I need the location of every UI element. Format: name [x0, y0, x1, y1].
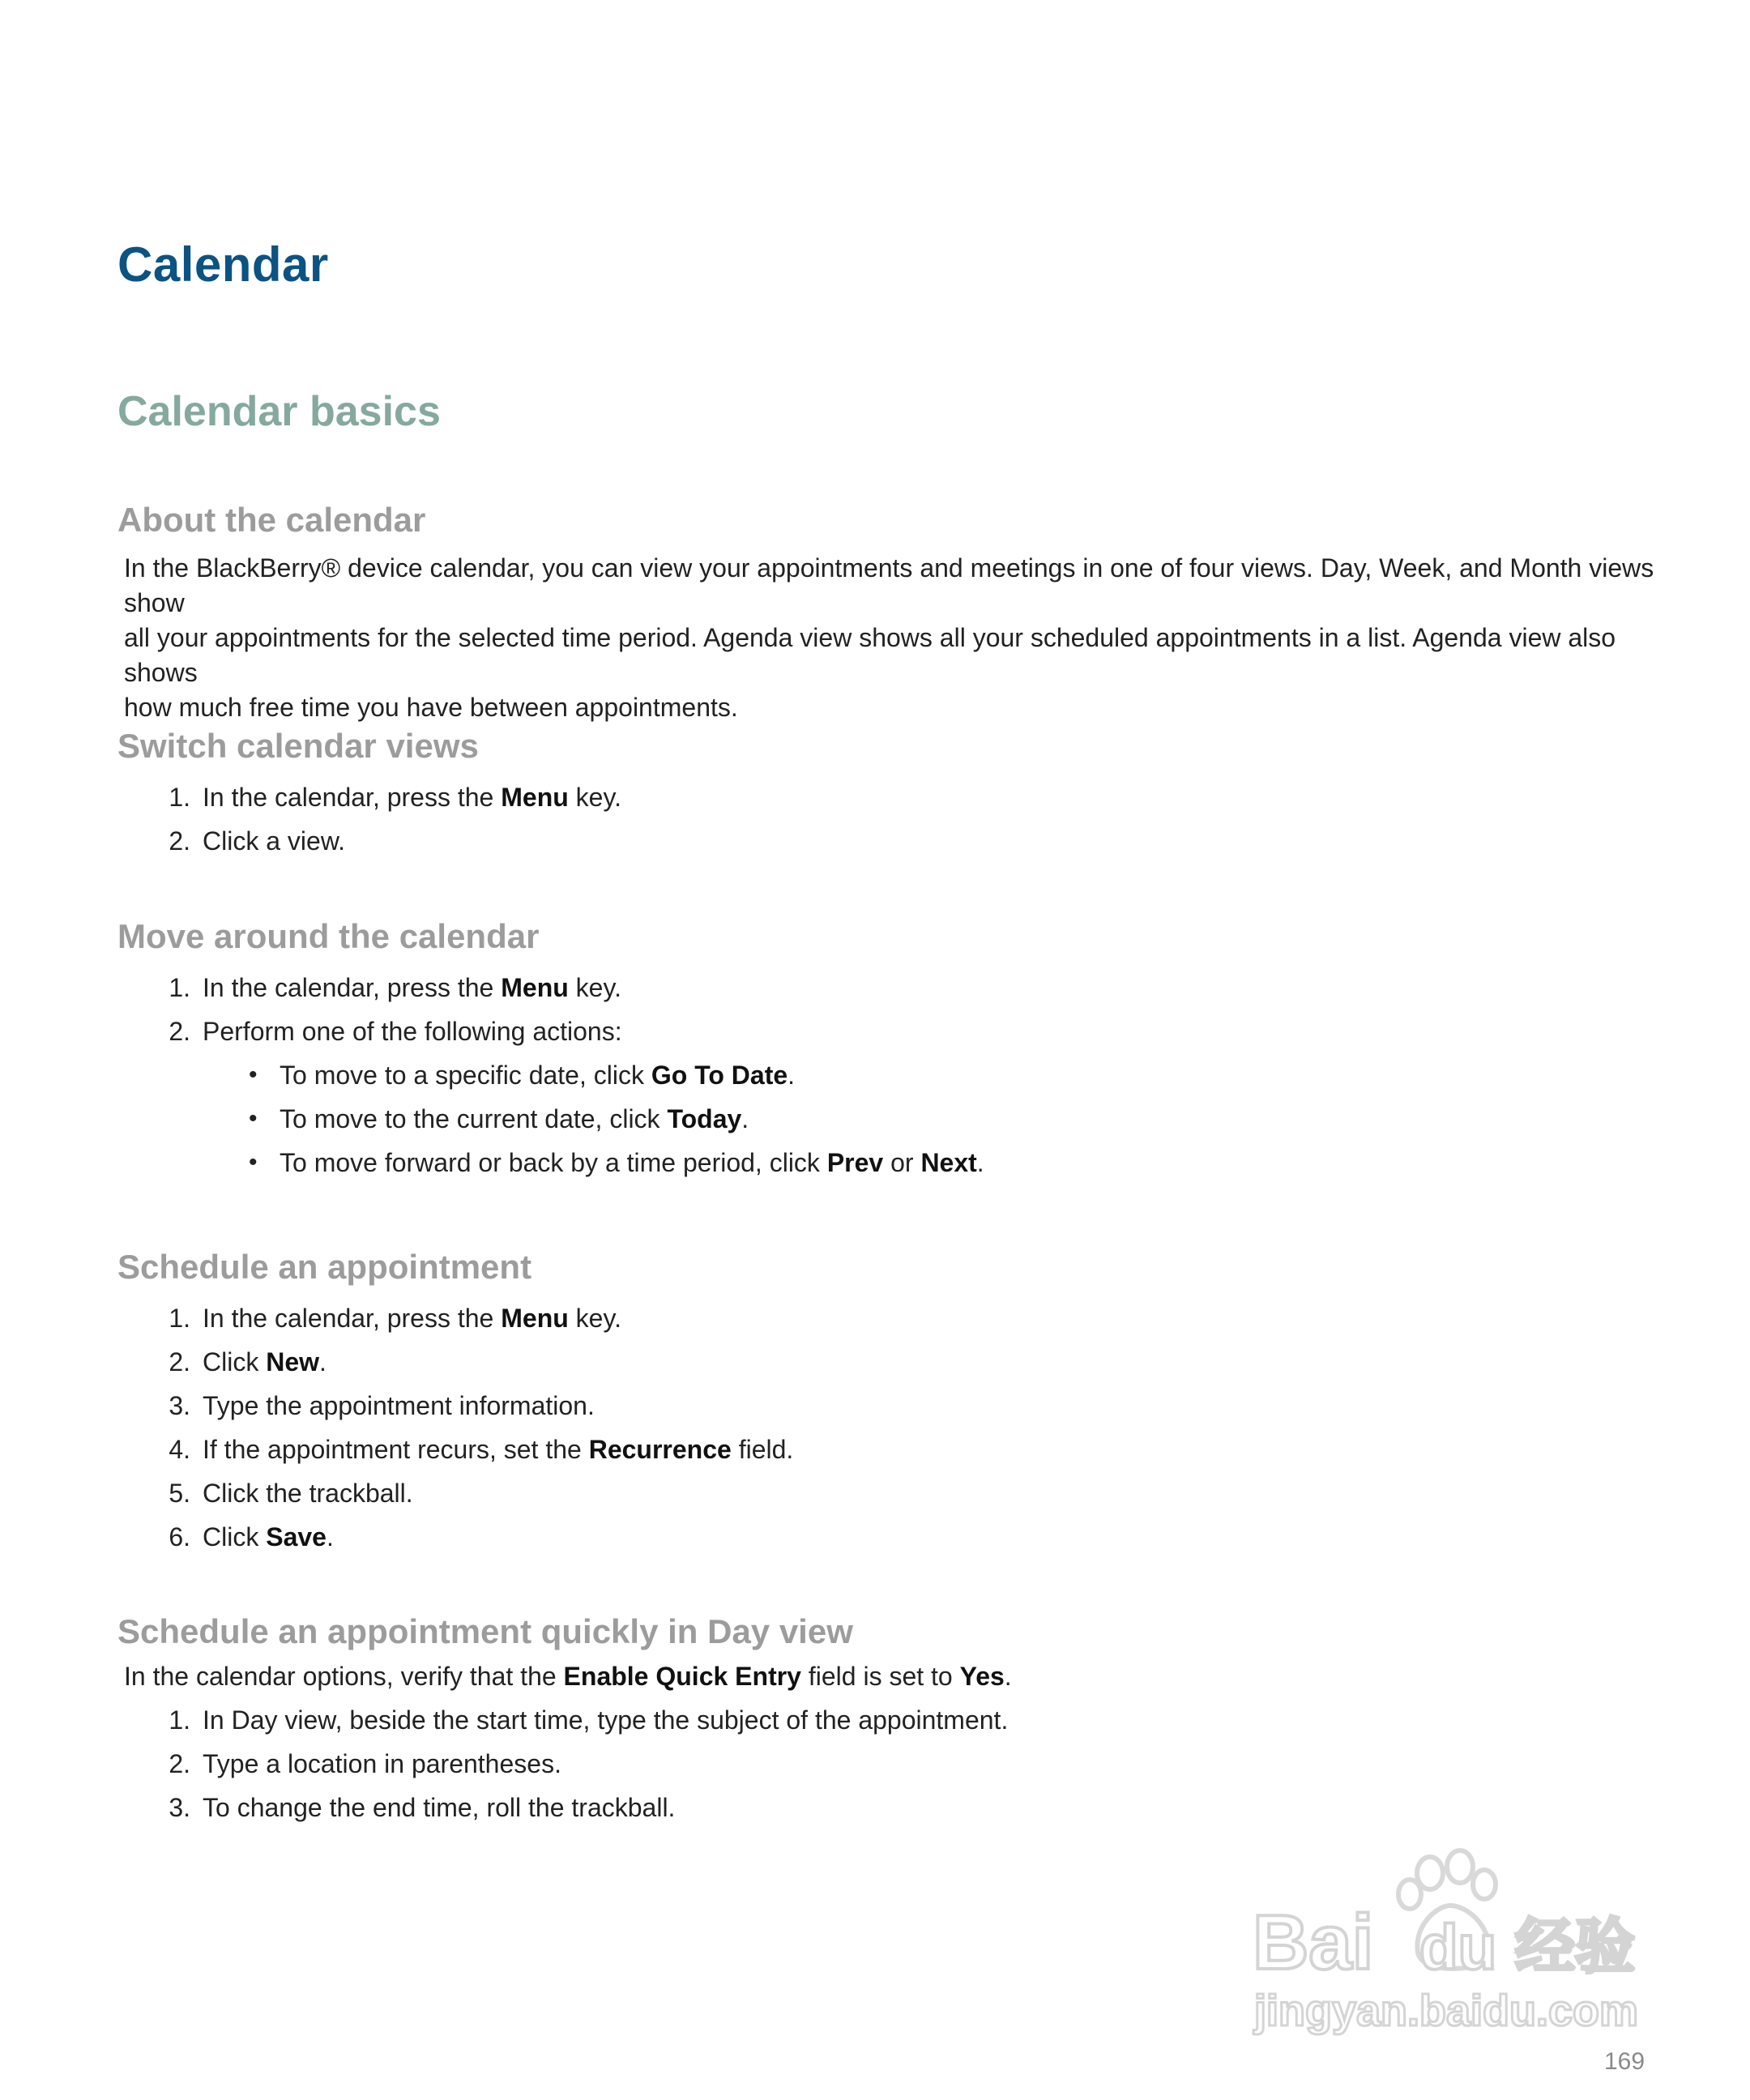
- bullet-text: To move to a specific date, click: [280, 1061, 651, 1090]
- step-number: 2.: [169, 1347, 190, 1377]
- step-text: key.: [568, 973, 621, 1002]
- step-item: [117, 1296, 1657, 1340]
- menu-item-name: Prev: [826, 1148, 884, 1177]
- watermark-brand: Bai: [1253, 1899, 1374, 1986]
- bullet-text: To move forward or back by a time period, click: [280, 1148, 827, 1177]
- step-item: [117, 775, 1657, 819]
- bullet-item: [117, 1053, 1657, 1097]
- steps-list: [117, 966, 1657, 1053]
- step-text: Click: [203, 1522, 267, 1552]
- step-item: [117, 966, 1657, 1009]
- step-number: 2.: [169, 826, 190, 856]
- step-number: 5.: [169, 1479, 190, 1508]
- section-title: Calendar basics: [117, 388, 441, 435]
- step-text: key.: [568, 1304, 621, 1333]
- key-name: Menu: [501, 1304, 569, 1333]
- step-item: [117, 1428, 1657, 1471]
- about-paragraph: [124, 551, 1657, 725]
- topic-title: Move around the calendar: [117, 917, 540, 955]
- chapter-title: Calendar: [117, 237, 329, 292]
- bullet-text: .: [976, 1148, 984, 1177]
- watermark-cn: 经验: [1515, 1912, 1635, 1982]
- step-text: field.: [731, 1435, 794, 1464]
- menu-item-name: Save: [266, 1522, 327, 1552]
- step-number: 2.: [169, 1017, 190, 1046]
- step-item: [117, 1471, 1657, 1515]
- intro-text: .: [1004, 1662, 1012, 1691]
- step-text: Click a view.: [203, 826, 346, 856]
- step-item: [117, 1009, 1657, 1053]
- step-text: .: [319, 1347, 327, 1377]
- bullet-text: .: [788, 1061, 796, 1090]
- topic-about-calendar: [117, 497, 1657, 725]
- step-text: key.: [568, 783, 621, 812]
- topic-switch-views: [117, 723, 1657, 863]
- key-name: Menu: [501, 973, 569, 1002]
- key-name: Menu: [501, 783, 569, 812]
- bullet-text: To move to the current date, click: [280, 1104, 668, 1133]
- bullet-list: [117, 1053, 1657, 1184]
- step-item: [117, 1786, 1657, 1829]
- step-number: 6.: [169, 1522, 190, 1552]
- steps-list: [117, 1296, 1657, 1559]
- step-text: Perform one of the following actions:: [203, 1017, 622, 1046]
- step-text: Type the appointment information.: [203, 1391, 595, 1420]
- bullet-text: .: [741, 1104, 749, 1133]
- about-paragraph-line: how much free time you have between appointments.: [124, 693, 738, 722]
- menu-item-name: Next: [920, 1148, 977, 1177]
- menu-item-name: Today: [667, 1104, 742, 1133]
- step-number: 2.: [169, 1749, 190, 1778]
- field-name: Recurrence: [588, 1435, 732, 1464]
- step-text: To change the end time, roll the trackball.: [203, 1793, 676, 1822]
- page-number: 169: [1604, 2048, 1645, 2075]
- quick-intro: [124, 1658, 1657, 1695]
- step-text: Type a location in parentheses.: [203, 1749, 561, 1778]
- step-number: 3.: [169, 1793, 190, 1822]
- bullet-item: [117, 1097, 1657, 1141]
- step-text: In Day view, beside the start time, type the subject of the appointment.: [203, 1705, 1009, 1735]
- intro-text: field is set to: [800, 1662, 960, 1691]
- step-item: [117, 1742, 1657, 1786]
- bullet-icon: •: [249, 1149, 258, 1176]
- menu-item-name: Go To Date: [651, 1061, 788, 1090]
- step-item: [117, 819, 1657, 863]
- step-text: Click the trackball.: [203, 1479, 413, 1508]
- step-item: [117, 1515, 1657, 1559]
- step-number: 1.: [169, 1705, 190, 1735]
- step-number: 1.: [169, 973, 190, 1002]
- topic-title: About the calendar: [117, 501, 426, 539]
- step-number: 3.: [169, 1391, 190, 1420]
- step-text: If the appointment recurs, set the: [203, 1435, 589, 1464]
- about-paragraph-line: In the BlackBerry® device calendar, you can view your appointments and meetings in one of four views. Day, Week, and Month views show: [124, 553, 1654, 617]
- intro-text: In the calendar options, verify that the: [124, 1662, 564, 1691]
- field-name: Enable Quick Entry: [563, 1662, 801, 1691]
- bullet-text: or: [883, 1148, 921, 1177]
- bullet-icon: •: [249, 1061, 258, 1088]
- step-text: In the calendar, press the: [203, 1304, 502, 1333]
- watermark-brand-du: du: [1419, 1911, 1497, 1983]
- step-number: 1.: [169, 1304, 190, 1333]
- field-value: Yes: [959, 1662, 1005, 1691]
- about-paragraph-line: all your appointments for the selected time period. Agenda view shows all your scheduled appointments in a list. Agenda view also shows: [124, 623, 1616, 687]
- steps-list: [117, 775, 1657, 863]
- menu-item-name: New: [266, 1347, 320, 1377]
- steps-list: [117, 1698, 1657, 1829]
- step-number: 4.: [169, 1435, 190, 1464]
- bullet-item: [117, 1141, 1657, 1184]
- watermark-url: jingyan.baidu.com: [1254, 1987, 1639, 2035]
- step-text: In the calendar, press the: [203, 973, 502, 1002]
- topic-title: Switch calendar views: [117, 727, 479, 765]
- step-number: 1.: [169, 783, 190, 812]
- step-item: [117, 1384, 1657, 1428]
- topic-move-around: [117, 914, 1657, 1184]
- step-text: .: [326, 1522, 334, 1552]
- step-text: Click: [203, 1347, 267, 1377]
- step-text: In the calendar, press the: [203, 783, 502, 812]
- topic-title: Schedule an appointment: [117, 1248, 532, 1286]
- topic-schedule-appointment: [117, 1244, 1657, 1559]
- bullet-icon: •: [249, 1105, 258, 1132]
- topic-title: Schedule an appointment quickly in Day view: [117, 1612, 853, 1650]
- step-item: [117, 1698, 1657, 1742]
- step-item: [117, 1340, 1657, 1384]
- topic-quick-entry: [117, 1609, 1657, 1829]
- baidu-watermark: [1248, 1847, 1669, 2058]
